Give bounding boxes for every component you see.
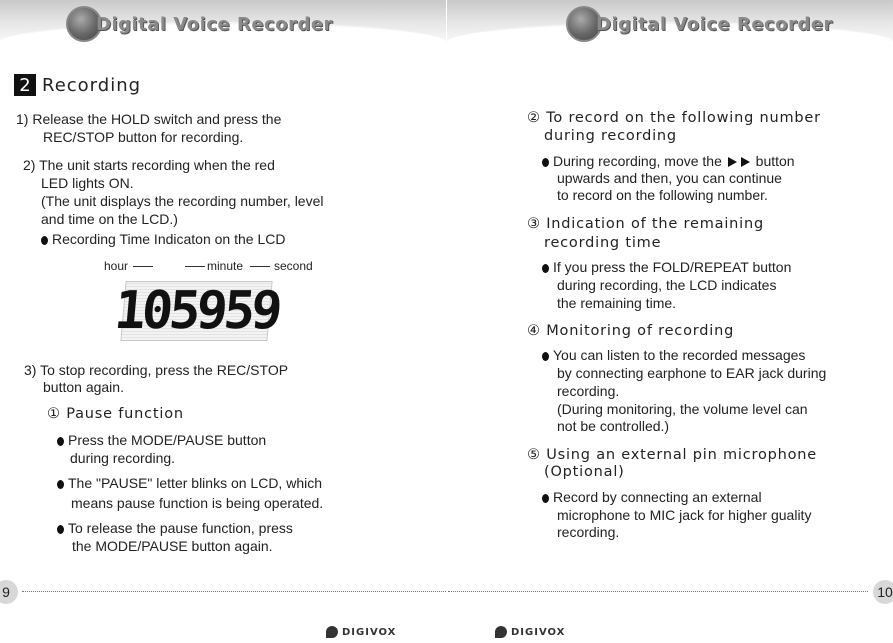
pause-heading: ① Pause function <box>47 406 184 422</box>
lcd-labels <box>104 259 316 279</box>
pause-b1-line1: Press the MODE/PAUSE button <box>68 432 267 448</box>
brand-name: DIGIVOX <box>511 626 566 638</box>
heading-2-line2: during recording <box>544 128 677 144</box>
b5-line2: microphone to MIC jack for higher guality <box>557 507 812 523</box>
section-title <box>14 74 141 96</box>
b3-line1: If you press the FOLD/REPEAT button <box>553 259 792 275</box>
pause-b3-line2: the MODE/PAUSE button again. <box>72 538 273 554</box>
header-banner-right <box>447 0 893 50</box>
product-logo <box>566 6 833 42</box>
lcd-display: 105959 <box>111 281 282 341</box>
pause-bullet-3 <box>57 519 293 537</box>
step2-line4: and time on the LCD.) <box>41 211 178 227</box>
heading-5-line1: ⑤ Using an external pin microphone <box>527 447 818 463</box>
step3-line1: 3) To stop recording, press the REC/STOP <box>24 362 289 378</box>
b2-line1-post: button <box>755 153 795 169</box>
lcd-leader-minute <box>185 266 205 267</box>
step2-line3: (The unit displays the recording number, level <box>41 193 324 209</box>
logo-text: Digital Voice Recorder <box>596 13 833 35</box>
pause-b3-line1: To release the pause function, press <box>68 520 293 536</box>
lcd-bullet <box>41 230 285 248</box>
pause-b1-line2: during recording. <box>70 450 176 466</box>
brand-name: DIGIVOX <box>342 626 397 638</box>
bullet-icon <box>542 158 549 167</box>
b4-line5: not be controlled.) <box>557 418 670 434</box>
b3-line3: the remaining time. <box>557 295 677 311</box>
digivox-icon <box>495 626 507 638</box>
bullet-icon <box>57 437 64 446</box>
step2-line1: 2) The unit starts recording when the red <box>23 157 275 173</box>
b4-line4: (During monitoring, the volume level can <box>557 401 808 417</box>
bullet-icon <box>542 494 549 503</box>
pause-bullet-1 <box>57 431 266 449</box>
heading-4: ④ Monitoring of recording <box>527 323 735 339</box>
page-number-right: 10 <box>873 580 893 604</box>
lcd-label-minute: minute <box>207 259 244 273</box>
lcd-leader-second <box>250 266 270 267</box>
bullet-3 <box>542 258 791 276</box>
bullet-5 <box>542 488 762 506</box>
brand-logo-right <box>495 626 565 638</box>
b2-line1-pre: During recording, move the <box>553 153 722 169</box>
lcd-label-second: second <box>274 259 313 273</box>
play-icon <box>741 157 750 167</box>
bullet-icon <box>41 236 48 245</box>
bullet-2 <box>542 152 795 170</box>
footer-rule-right <box>448 591 868 592</box>
header-banner-left <box>0 0 446 50</box>
lcd-bullet-text: Recording Time Indicaton on the LCD <box>52 231 286 247</box>
page-number-left: 9 <box>0 580 18 604</box>
logo-text: Digital Voice Recorder <box>96 13 333 35</box>
section-heading: Recording <box>42 74 142 96</box>
footer-rule-left <box>22 591 446 592</box>
pause-bullet-2 <box>57 474 322 492</box>
b2-line3: to record on the following number. <box>557 187 768 203</box>
heading-2-line1: ② To record on the following number <box>527 110 821 126</box>
bullet-icon <box>542 264 549 273</box>
pause-b2-line1: The "PAUSE" letter blinks on LCD, which <box>68 475 323 491</box>
step1-line2: REC/STOP button for recording. <box>43 129 244 145</box>
brand-logo-left <box>326 626 396 638</box>
b4-line2: by connecting earphone to EAR jack during <box>557 365 827 381</box>
step2-line2: LED lights ON. <box>41 175 134 191</box>
play-icon <box>728 157 737 167</box>
bullet-4 <box>542 346 805 364</box>
heading-5-line2: (Optional) <box>544 464 625 480</box>
heading-3-line2: recording time <box>544 235 662 251</box>
lcd-leader-hour <box>133 266 153 267</box>
product-logo <box>66 6 333 42</box>
b4-line1: You can listen to the recorded messages <box>553 347 806 363</box>
b2-line2: upwards and then, you can continue <box>557 170 782 186</box>
digivox-icon <box>326 626 338 638</box>
section-number: 2 <box>14 74 36 96</box>
step1-line1: 1) Release the HOLD switch and press the <box>16 111 282 127</box>
heading-3-line1: ③ Indication of the remaining <box>527 216 764 232</box>
bullet-icon <box>57 525 64 534</box>
b5-line1: Record by connecting an external <box>553 489 762 505</box>
b4-line3: recording. <box>557 383 620 399</box>
lcd-label-hour: hour <box>104 259 129 273</box>
b5-line3: recording. <box>557 524 620 540</box>
pause-b2-line2: means pause function is being operated. <box>71 495 324 511</box>
bullet-icon <box>57 480 64 489</box>
b3-line2: during recording, the LCD indicates <box>557 277 777 293</box>
bullet-icon <box>542 352 549 361</box>
step3-line2: button again. <box>43 379 124 395</box>
